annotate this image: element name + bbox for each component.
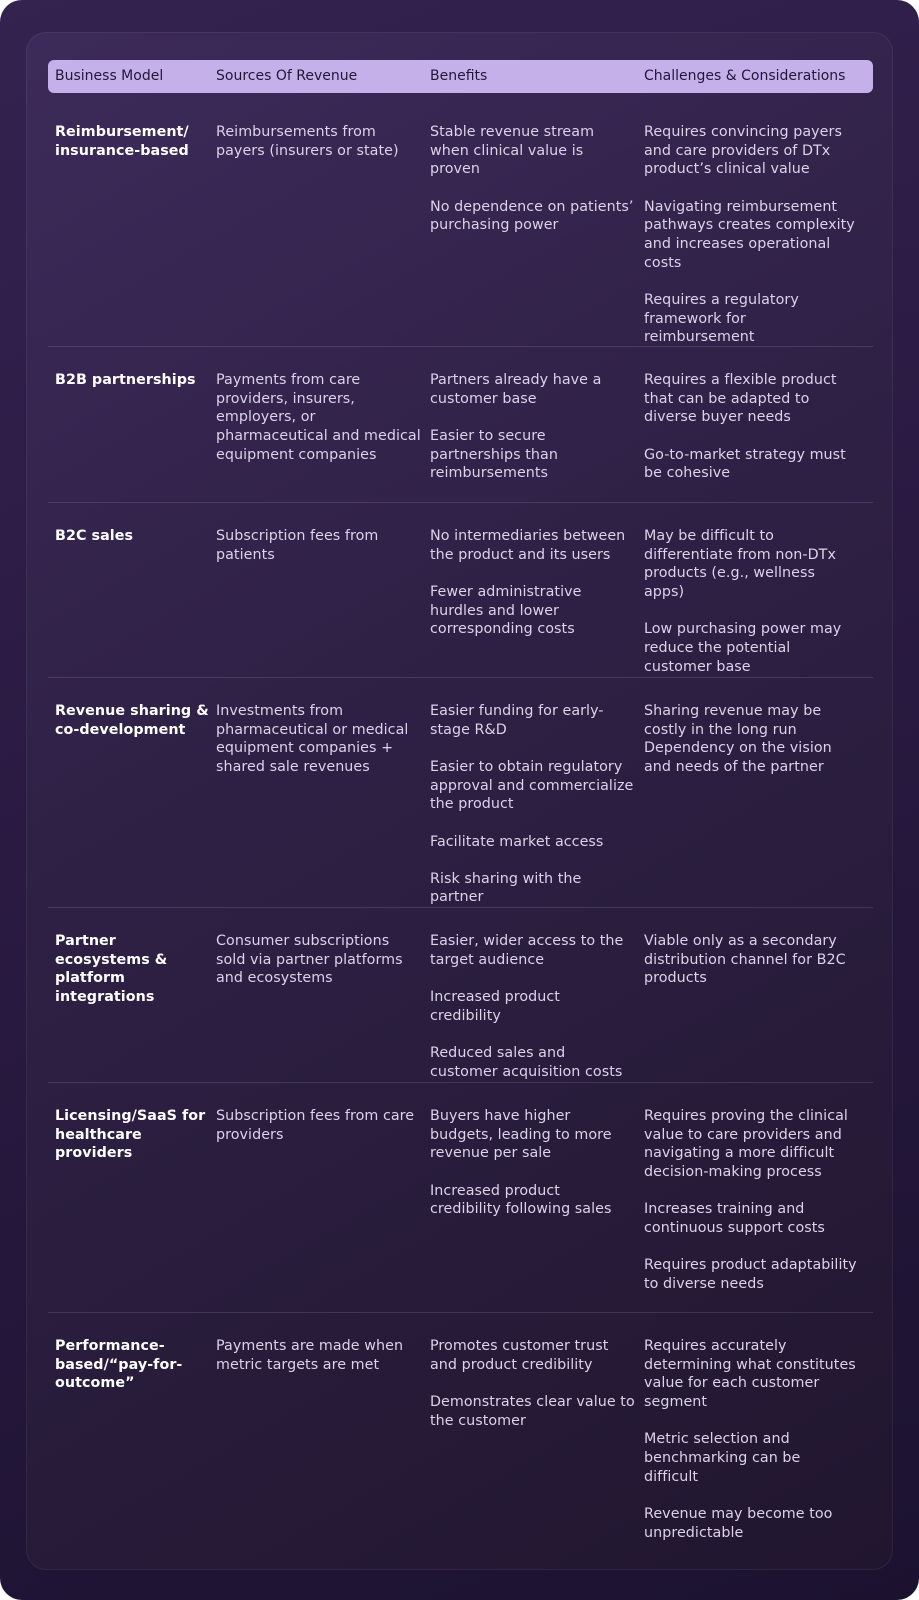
- sources-cell: Payments from care providers, insurers, employers, or pharmaceutical and medical equipment companies: [216, 372, 421, 463]
- challenges-cell: Requires convincing payers and care providers of DTx product’s clinical value Navigating reimbursement pathways creates complexity and increases operational costs Requires a regulatory framework for reimbursement: [644, 124, 855, 346]
- sources-cell: Subscription fees from patients: [216, 528, 379, 563]
- sources-cell: Subscription fees from care providers: [216, 1108, 415, 1143]
- challenges-cell: Requires proving the clinical value to care providers and navigating a more difficult decision-making process Increases training and continuous support costs Requires product adaptability to diverse needs: [644, 1108, 857, 1292]
- challenges-cell: Requires a flexible product that can be adapted to diverse buyer needs Go-to-market strategy must be cohesive: [644, 372, 846, 482]
- benefits-cell: Buyers have higher budgets, leading to more revenue per sale Increased product credibility following sales: [430, 1108, 612, 1218]
- table-header: [48, 60, 873, 93]
- business-model-cell: B2C sales: [55, 528, 134, 544]
- header-challenges: Challenges & Considerations: [644, 68, 846, 84]
- benefits-cell: No intermediaries between the product and its users Fewer administrative hurdles and lower corresponding costs: [430, 528, 626, 638]
- table-row: [48, 1107, 873, 1313]
- table-row: [48, 527, 873, 678]
- challenges-cell: Requires accurately determining what constitutes value for each customer segment Metric selection and benchmarking can be difficult Revenue may become too unpredictable: [644, 1338, 856, 1541]
- business-model-cell: Licensing/SaaS for healthcare providers: [55, 1108, 206, 1162]
- challenges-cell: Viable only as a secondary distribution channel for B2C products: [644, 933, 846, 987]
- table-row: [48, 702, 873, 908]
- benefits-cell: Partners already have a customer base Easier to secure partnerships than reimbursements: [430, 372, 602, 482]
- table-row: [48, 371, 873, 503]
- header-benefits: Benefits: [430, 68, 488, 84]
- benefits-cell: Easier funding for early-stage R&D Easier to obtain regulatory approval and commercialize the product Facilitate market access Risk sharing with the partner: [430, 703, 634, 906]
- challenges-cell: Sharing revenue may be costly in the long run Dependency on the vision and needs of the partner: [644, 703, 832, 776]
- benefits-cell: Promotes customer trust and product credibility Demonstrates clear value to the customer: [430, 1338, 635, 1429]
- table-row: [48, 123, 873, 347]
- table-row: [48, 932, 873, 1083]
- business-model-cell: Partner ecosystems & platform integrations: [55, 933, 168, 1006]
- business-model-cell: B2B partnerships: [55, 372, 196, 388]
- table-card: [26, 32, 893, 1570]
- benefits-cell: Easier, wider access to the target audience Increased product credibility Reduced sales and customer acquisition costs: [430, 933, 624, 1080]
- sources-cell: Reimbursements from payers (insurers or state): [216, 124, 399, 159]
- benefits-cell: Stable revenue stream when clinical value is proven No dependence on patients’ purchasing power: [430, 124, 634, 234]
- sources-cell: Investments from pharmaceutical or medical equipment companies + shared sale revenues: [216, 703, 409, 776]
- sources-cell: Consumer subscriptions sold via partner platforms and ecosystems: [216, 933, 403, 987]
- sources-cell: Payments are made when metric targets are met: [216, 1338, 404, 1373]
- header-sources-of-revenue: Sources Of Revenue: [216, 68, 358, 84]
- header-business-model: Business Model: [55, 68, 164, 84]
- business-model-cell: Performance-based/“pay-for-outcome”: [55, 1338, 183, 1392]
- business-model-cell: Reimbursement/ insurance-based: [55, 124, 189, 159]
- challenges-cell: May be difficult to differentiate from non-DTx products (e.g., wellness apps) Low purchasing power may reduce the potential customer base: [644, 528, 842, 675]
- table-row: [48, 1337, 873, 1541]
- business-model-cell: Revenue sharing & co-development: [55, 703, 209, 738]
